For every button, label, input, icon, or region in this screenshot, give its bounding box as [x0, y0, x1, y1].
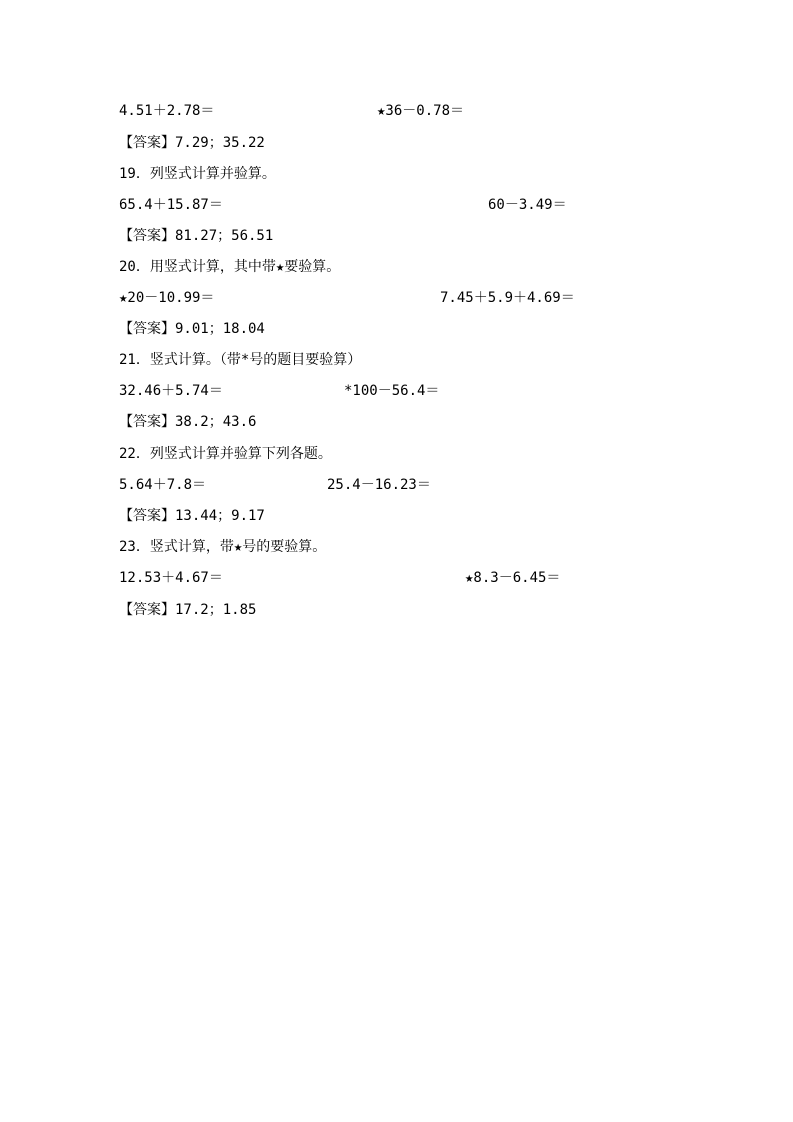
question-text: 23．竖式计算，带★号的要验算。 [119, 539, 327, 555]
answer-label: 【答案】 [119, 508, 175, 524]
expression-right: 60－3.49＝ [488, 197, 567, 213]
answer-label: 【答案】 [119, 321, 175, 337]
answer-value: 9.01；18.04 [175, 321, 265, 337]
answer-line [119, 413, 256, 431]
question-text: 22．列竖式计算并验算下列各题。 [119, 446, 332, 462]
expression-right: 25.4－16.23＝ [327, 477, 431, 493]
question-text: 19．列竖式计算并验算。 [119, 166, 276, 182]
answer-line [119, 601, 256, 619]
answer-line [119, 134, 265, 152]
answer-label: 【答案】 [119, 602, 175, 618]
answer-label: 【答案】 [119, 135, 175, 151]
answer-value: 81.27；56.51 [175, 228, 274, 244]
answer-value: 38.2；43.6 [175, 414, 257, 430]
answer-label: 【答案】 [119, 414, 175, 430]
answer-value: 17.2；1.85 [175, 602, 257, 618]
answer-line [119, 320, 265, 338]
expression-right: 7.45＋5.9＋4.69＝ [440, 290, 575, 306]
answer-line [119, 227, 273, 245]
answer-value: 7.29；35.22 [175, 135, 265, 151]
expression-right: ★8.3－6.45＝ [465, 570, 561, 586]
expression-left: 4.51＋2.78＝ [119, 103, 215, 119]
expression-left: 12.53＋4.67＝ [119, 570, 223, 586]
answer-label: 【答案】 [119, 228, 175, 244]
expression-right: *100－56.4＝ [344, 383, 440, 399]
question-text: 21．竖式计算。（带*号的题目要验算） [119, 352, 362, 368]
expression-right: ★36－0.78＝ [377, 103, 465, 119]
expression-left: ★20－10.99＝ [119, 290, 215, 306]
question-text: 20．用竖式计算，其中带★要验算。 [119, 259, 341, 275]
expression-left: 32.46＋5.74＝ [119, 383, 223, 399]
answer-line [119, 507, 265, 525]
expression-left: 65.4＋15.87＝ [119, 197, 223, 213]
expression-left: 5.64＋7.8＝ [119, 477, 207, 493]
answer-value: 13.44；9.17 [175, 508, 265, 524]
